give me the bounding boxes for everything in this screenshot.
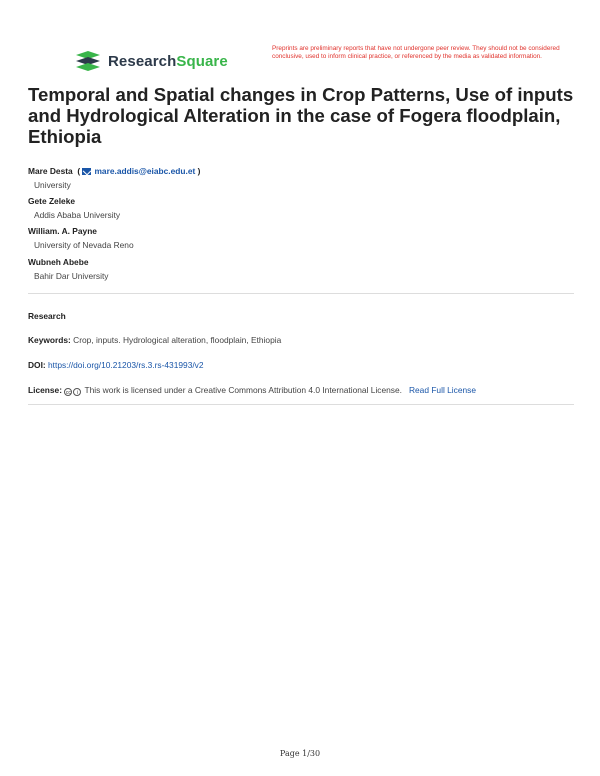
page-number: Page 1/30 — [279, 749, 321, 758]
email-close-paren: ) — [197, 166, 201, 176]
license-row — [28, 385, 476, 396]
brand-name-part1: Research — [108, 52, 177, 70]
author-affiliation-2: Addis Ababa University — [34, 210, 121, 220]
author-email-link[interactable] — [82, 166, 197, 176]
keywords-value: Crop, inputs. Hydrological alteration, floodplain, Ethiopia — [73, 335, 282, 345]
research-square-logo-icon — [74, 49, 102, 73]
author-1-email: mare.addis@eiabc.edu.et — [94, 166, 196, 176]
doi-link[interactable]: https://doi.org/10.21203/rs.3.rs-431993/v2 — [48, 360, 204, 370]
mail-icon — [82, 168, 91, 175]
preprint-notice: Preprints are preliminary reports that have not undergone peer review. They should not be considered conclusive, used to inform clinical practice, or referenced by the media as validated information. — [272, 45, 560, 60]
license-label: License: — [28, 385, 62, 395]
author-name-4: Wubneh Abebe — [28, 257, 89, 267]
keywords-label: Keywords: — [28, 335, 71, 345]
divider-top — [28, 293, 574, 294]
author-name-2: Gete Zeleke — [28, 196, 76, 206]
author-name-1 — [28, 166, 200, 176]
cc-icon: cc — [65, 390, 71, 396]
brand-name — [108, 53, 228, 70]
author-name-3: William. A. Payne — [28, 226, 97, 236]
author-1-name: Mare Desta — [28, 166, 73, 176]
read-full-license-link[interactable]: Read Full License — [408, 385, 477, 395]
email-open-paren: ( — [75, 166, 81, 176]
research-square-logo[interactable] — [74, 48, 244, 74]
author-affiliation-4: Bahir Dar University — [34, 271, 109, 281]
author-affiliation-1: University — [34, 180, 71, 190]
attribution-icon: i — [73, 388, 81, 396]
keywords-row — [28, 335, 281, 345]
article-type-value: Research — [28, 311, 66, 321]
divider-bottom — [28, 404, 574, 405]
brand-name-part2: Square — [176, 52, 228, 70]
paper-title: Temporal and Spatial changes in Crop Patterns, Use of inputs and Hydrological Alteration in the case of Fogera floodplain, Ethiopia — [28, 84, 574, 147]
license-text: This work is licensed under a Creative Commons Attribution 4.0 International License. — [84, 385, 402, 395]
doi-row — [28, 360, 204, 370]
author-affiliation-3: University of Nevada Reno — [34, 240, 134, 250]
doi-label: DOI: — [28, 360, 46, 370]
article-type — [28, 311, 66, 321]
